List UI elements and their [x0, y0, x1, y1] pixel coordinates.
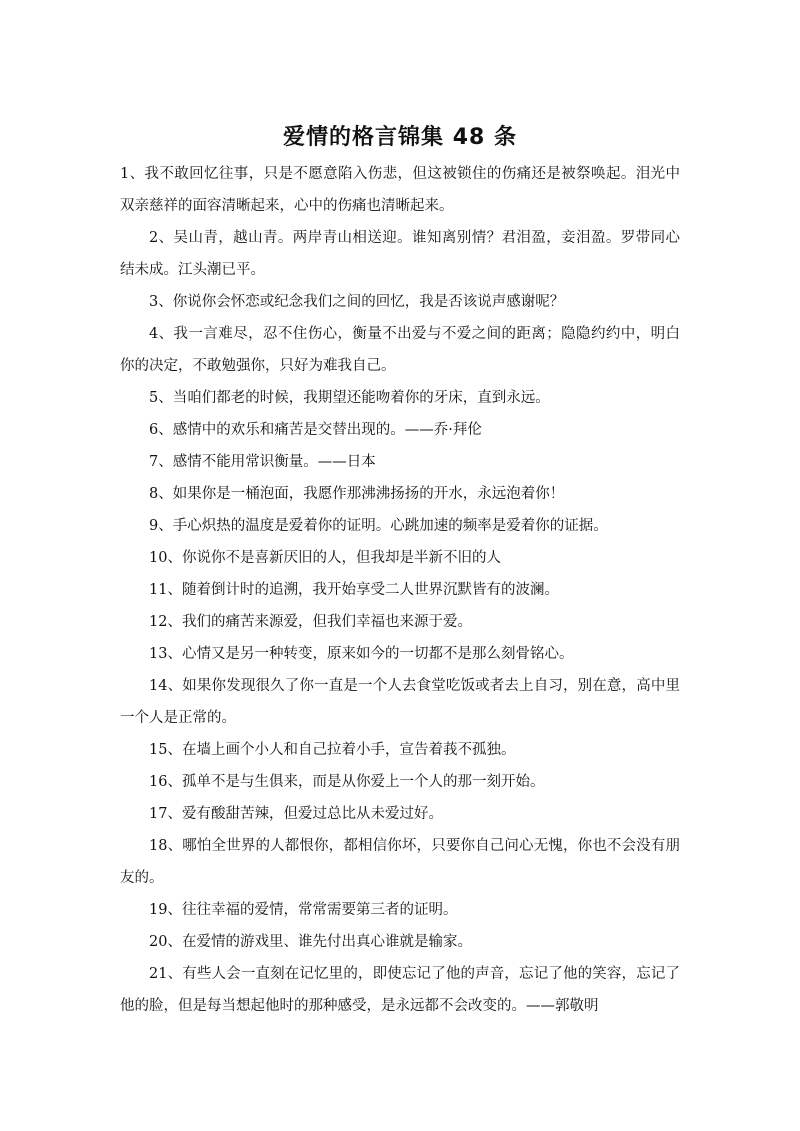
quote-paragraph: 3、你说你会怀恋或纪念我们之间的回忆，我是否该说声感谢呢？: [149, 294, 565, 310]
quote-paragraph: 11、随着倒计时的追溯，我开始享受二人世界沉默皆有的波澜。: [149, 582, 559, 598]
quote-paragraph: 21、有些人会一直刻在记忆里的，即使忘记了他的声音，忘记了他的笑容，忘记了他的脸，但是每当想起他时的那种感受，是永远都不会改变的。——郭敬明: [120, 966, 680, 1014]
document-title: 爱情的格言锦集 48 条: [283, 125, 517, 150]
quote-paragraph: 14、如果你发现很久了你一直是一个人去食堂吃饭或者去上自习，别在意，高中里一个人是正常的。: [120, 678, 680, 726]
quote-paragraph: 5、当咱们都老的时候，我期望还能吻着你的牙床，直到永远。: [149, 390, 550, 406]
quote-paragraph: 12、我们的痛苦来源爱，但我们幸福也来源于爱。: [149, 614, 472, 630]
quote-paragraph: 7、感情不能用常识衡量。——日本: [149, 454, 376, 470]
quote-paragraph: 16、孤单不是与生俱来，而是从你爱上一个人的那一刻开始。: [149, 774, 545, 790]
quote-paragraph: 19、往往幸福的爱情，常常需要第三者的证明。: [149, 902, 458, 918]
quote-paragraph: 17、爱有酸甜苦辣，但爱过总比从未爱过好。: [149, 806, 443, 822]
quote-paragraph: 9、手心炽热的温度是爱着你的证明。心跳加速的频率是爱着你的证据。: [149, 518, 608, 534]
quote-paragraph: 15、在墙上画个小人和自己拉着小手，宣告着莪不孤独。: [149, 742, 516, 758]
quote-paragraph: 4、我一言难尽，忍不住伤心，衡量不出爱与不爱之间的距离；隐隐约约中，明白你的决定，不敢勉强你，只好为难我自己。: [120, 326, 680, 374]
quote-paragraph: 18、哪怕全世界的人都恨你，都相信你坏，只要你自己问心无愧，你也不会没有朋友的。: [120, 838, 680, 886]
document-body: [120, 158, 680, 1022]
quote-paragraph: 8、如果你是一桶泡面，我愿作那沸沸扬扬的开水，永远泡着你！: [149, 486, 565, 502]
quote-paragraph: 2、吴山青，越山青。两岸青山相送迎。谁知离别情？君泪盈，妾泪盈。罗带同心结未成。江头潮已平。: [120, 230, 680, 278]
quote-paragraph: 10、你说你不是喜新厌旧的人，但我却是半新不旧的人: [149, 550, 501, 566]
quote-paragraph: 20、在爱情的游戏里、谁先付出真心谁就是输家。: [149, 934, 472, 950]
quote-paragraph: 13、心情又是另一种转变，原来如今的一切都不是那么刻骨铭心。: [149, 646, 574, 662]
quote-paragraph: 1、我不敢回忆往事，只是不愿意陷入伤悲，但这被锁住的伤痛还是被祭唤起。泪光中双亲慈祥的面容清晰起来，心中的伤痛也清晰起来。: [120, 166, 680, 214]
quote-paragraph: 6、感情中的欢乐和痛苦是交替出现的。——乔·拜伦: [149, 422, 482, 438]
